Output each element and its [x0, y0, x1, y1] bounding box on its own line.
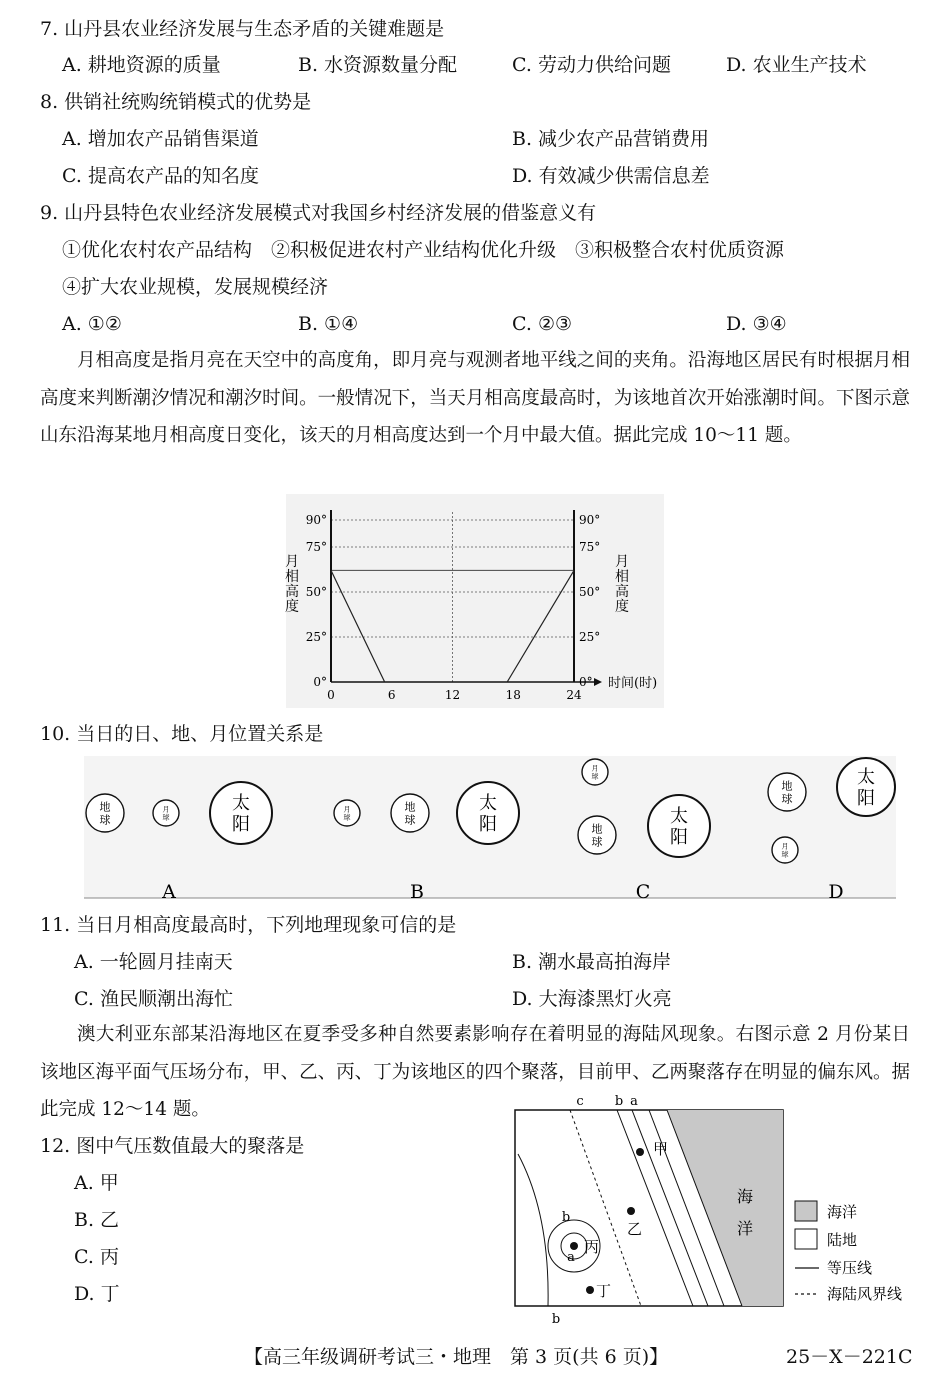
q7-stem: 7. 山丹县农业经济发展与生态矛盾的关键难题是: [40, 18, 445, 40]
q10-stem: 10. 当日的日、地、月位置关系是: [40, 723, 324, 745]
x-tick-label: 18: [505, 688, 521, 702]
inner-label-b: b: [561, 1210, 571, 1225]
legend-sea-swatch: [795, 1201, 817, 1221]
q11-option-a: A. 一轮圆月挂南天: [74, 951, 233, 973]
y-axis-label-right: 度: [615, 599, 629, 615]
option-d-sun-label: 阳: [857, 787, 875, 809]
option-label-b: B: [410, 881, 424, 903]
q12-option-d: D. 丁: [74, 1283, 120, 1305]
y-tick-label-right: 50°: [579, 585, 601, 599]
q9-option-b: B. ①④: [298, 313, 359, 335]
footer-code: 25－X－221C: [786, 1346, 913, 1368]
q8-option-d: D. 有效减少供需信息差: [512, 165, 710, 187]
option-c-earth-label: 地: [591, 822, 603, 836]
q12-option-c: C. 丙: [74, 1246, 119, 1268]
passage-moon-altitude: 月相高度是指月亮在天空中的高度角，即月亮与观测者地平线之间的夹角。沿海地区居民有时根据月相高度来判断潮汐情况和潮汐时间。一般情况下，当天月相高度最高时，为该地首次开始涨潮时间。下图示意山东沿海某地月相高度日变化，该天的月相高度达到一个月中最大值。据此完成 10～11 题。: [40, 350, 910, 446]
q9-option-d: D. ③④: [726, 313, 787, 335]
x-tick-label: 24: [566, 688, 582, 702]
sea-label-1: 海: [736, 1187, 754, 1206]
moon-altitude-chart: [268, 492, 688, 714]
x-tick-label: 12: [444, 688, 461, 702]
option-d-moon-label: 月: [781, 842, 789, 851]
legend-land-swatch: [795, 1229, 817, 1249]
q7-option-d: D. 农业生产技术: [726, 54, 867, 76]
y-tick-label-right: 75°: [579, 540, 601, 554]
option-d-earth-label: 球: [781, 792, 793, 806]
y-tick-label-left: 50°: [305, 585, 327, 599]
legend-isobar-label: 等压线: [827, 1259, 873, 1277]
option-b-earth-label: 球: [404, 813, 416, 827]
option-b-moon-label: 球: [343, 813, 351, 822]
option-d-sun-label: 太: [857, 767, 875, 789]
y-axis-label-left: 相: [285, 569, 299, 585]
y-axis-label-right: 高: [615, 584, 629, 600]
town-label-yi: 乙: [627, 1220, 643, 1238]
x-tick-label: 0: [327, 688, 335, 702]
legend-land-label: 陆地: [827, 1231, 858, 1249]
town-dot-0: [636, 1148, 644, 1156]
option-b-moon-label: 月: [343, 805, 351, 814]
sea-label-2: 洋: [736, 1219, 754, 1238]
line-label-a: a: [630, 1094, 638, 1109]
town-dot-3: [586, 1286, 594, 1294]
option-a-moon-label: 球: [162, 813, 170, 822]
option-label-a: A: [162, 881, 176, 903]
y-axis-label-right: 相: [615, 569, 629, 585]
y-tick-label-right: 0°: [579, 675, 593, 689]
q8-option-a: A. 增加农产品销售渠道: [62, 128, 259, 150]
option-d-earth-label: 地: [781, 779, 793, 793]
q9-stem: 9. 山丹县特色农业经济发展模式对我国乡村经济发展的借鉴意义有: [40, 202, 597, 224]
option-label-d: D: [828, 881, 844, 903]
option-c-moon-label: 月: [591, 764, 599, 773]
sun-earth-moon-options: [84, 756, 904, 904]
option-c-earth-label: 球: [591, 835, 603, 849]
legend-sea-label: 海洋: [827, 1203, 858, 1221]
legend-boundary-label: 海陆风界线: [827, 1285, 903, 1303]
q9-option-a: A. ①②: [62, 313, 122, 335]
option-c-moon-label: 球: [591, 772, 599, 781]
town-dot-2: [570, 1242, 578, 1250]
passage-sea-land-breeze: 澳大利亚东部某沿海地区在夏季受多种自然要素影响存在着明显的海陆风现象。右图示意 2 月份某日该地区海平面气压场分布，甲、乙、丙、丁为该地区的四个聚落，目前甲、乙两聚落存在明显的偏东风。据此完成 12～14 题。: [40, 1024, 910, 1120]
q11-option-d: D. 大海漆黑灯火亮: [512, 988, 672, 1010]
x-tick-label: 6: [387, 688, 396, 702]
option-c-sun-label: 太: [670, 806, 688, 828]
town-label-bing: 丙: [584, 1238, 600, 1256]
option-c-sun-label: 阳: [670, 826, 688, 848]
y-tick-label-left: 0°: [313, 675, 327, 689]
y-axis-label-right: 月: [615, 554, 629, 570]
q8-option-b: B. 减少农产品营销费用: [512, 128, 710, 150]
option-b-sun-label: 阳: [479, 813, 497, 835]
option-label-c: C: [635, 881, 651, 903]
y-tick-label-left: 25°: [305, 630, 327, 644]
option-a-earth-label: 地: [99, 800, 111, 814]
q11-option-b: B. 潮水最高拍海岸: [512, 951, 672, 973]
pressure-field-map: [510, 1094, 920, 1326]
q7-option-a: A. 耕地资源的质量: [62, 54, 221, 76]
option-b-sun-label: 太: [479, 793, 497, 815]
q8-option-c: C. 提高农产品的知名度: [62, 165, 259, 187]
option-a-earth-label: 球: [99, 813, 111, 827]
y-tick-label-right: 90°: [579, 513, 601, 527]
q9-items-line2: ④扩大农业规模，发展规模经济: [62, 276, 329, 298]
y-tick-label-left: 75°: [305, 540, 327, 554]
q11-stem: 11. 当日月相高度最高时，下列地理现象可信的是: [40, 914, 457, 936]
q7-option-c: C. 劳动力供给问题: [512, 54, 671, 76]
footer-title: 【高三年级调研考试三・地理 第 3 页(共 6 页)】: [244, 1346, 669, 1368]
town-label-jia: 甲: [653, 1140, 669, 1158]
q12-stem: 12. 图中气压数值最大的聚落是: [40, 1135, 305, 1157]
q9-items-line1: ①优化农村农产品结构 ②积极促进农村产业结构优化升级 ③积极整合农村优质资源: [62, 239, 785, 261]
option-a-sun-label: 阳: [232, 813, 250, 835]
y-tick-label-right: 25°: [579, 630, 601, 644]
option-a-sun-label: 太: [232, 793, 250, 815]
q12-option-a: A. 甲: [74, 1172, 119, 1194]
line-label-b: b: [614, 1094, 624, 1109]
option-b-earth-label: 地: [404, 800, 416, 814]
y-axis-label-left: 高: [285, 584, 299, 600]
bottom-label-b: b: [551, 1312, 561, 1326]
y-axis-label-left: 月: [285, 554, 299, 570]
line-label-c: c: [576, 1094, 584, 1109]
q7-option-b: B. 水资源数量分配: [298, 54, 458, 76]
town-label-ding: 丁: [596, 1282, 612, 1300]
option-a-moon-label: 月: [162, 805, 170, 814]
q12-option-b: B. 乙: [74, 1209, 120, 1231]
x-axis-label: 时间(时): [608, 676, 658, 691]
town-dot-1: [627, 1207, 635, 1215]
option-d-moon-label: 球: [781, 850, 789, 859]
y-tick-label-left: 90°: [305, 513, 327, 527]
q11-option-c: C. 渔民顺潮出海忙: [74, 988, 233, 1010]
q8-stem: 8. 供销社统购统销模式的优势是: [40, 91, 312, 113]
q9-option-c: C. ②③: [512, 313, 573, 335]
y-axis-label-left: 度: [285, 599, 299, 615]
inner-label-a: a: [567, 1250, 575, 1265]
